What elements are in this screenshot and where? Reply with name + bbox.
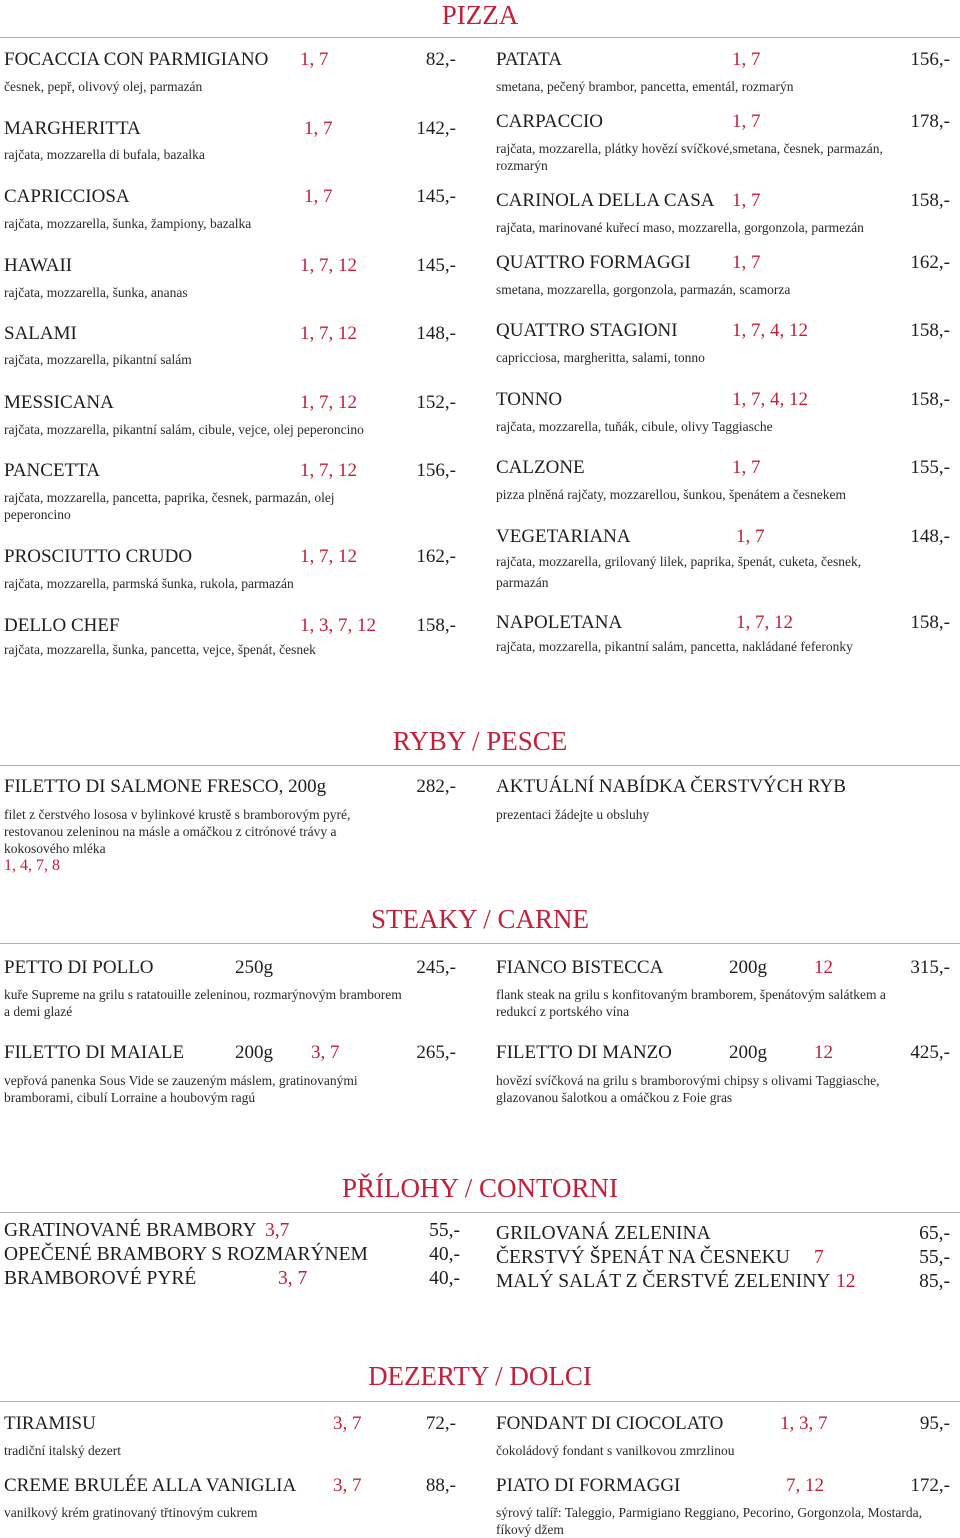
section-title-pizza: PIZZA [441, 0, 519, 30]
item-description: capricciosa, margheritta, salami, tonno [496, 350, 705, 365]
item-allergens: 3, 7 [311, 1042, 340, 1063]
item-price: 162,- [416, 546, 456, 567]
item-description: kuře Supreme na grilu s ratatouille zeleninou, rozmarýnovým bramborem a demi glazé [4, 987, 402, 1019]
item-price: 142,- [416, 118, 456, 139]
item-allergens: 1, 7 [300, 49, 329, 70]
item-description: rajčata, mozzarella, šunka, žampiony, bazalka [4, 216, 252, 231]
item-description: rajčata, mozzarella, pikantní salám [4, 352, 192, 367]
item-description: rajčata, mozzarella, šunka, pancetta, vejce, špenát, česnek [4, 642, 316, 657]
item-description: tradiční italský dezert [4, 1443, 121, 1458]
item-name: CARPACCIO [496, 111, 604, 132]
item-allergens: 1, 7 [736, 526, 765, 547]
item-price: 158,- [910, 320, 950, 341]
item-description: rajčata, marinované kuřecí maso, mozzarella, gorgonzola, parmezán [496, 220, 864, 235]
item-allergens: 1, 7, 4, 12 [732, 320, 808, 341]
item-name: VEGETARIANA [496, 526, 631, 547]
item-name: CAPRICCIOSA [4, 186, 130, 207]
item-price: 88,- [425, 1475, 456, 1496]
item-allergens: 12 [814, 957, 833, 978]
item-price: 158,- [416, 615, 456, 636]
item-name: GRILOVANÁ ZELENINA [496, 1223, 711, 1244]
item-name: AKTUÁLNÍ NABÍDKA ČERSTVÝCH RYB [496, 776, 846, 797]
item-description: vepřová panenka Sous Vide se zauzeným máslem, gratinovanými bramborami, cibulí Lorraine a houbovým ragú [4, 1073, 358, 1105]
item-allergens: 1, 7, 12 [300, 323, 357, 344]
item-allergens: 7, 12 [786, 1475, 824, 1496]
item-weight: 250g [235, 957, 273, 978]
item-description: prezentaci žádejte u obsluhy [496, 807, 650, 822]
section-title-dezerty: DEZERTY / DOLCI [368, 1361, 592, 1391]
section-title-steaky: STEAKY / CARNE [370, 904, 589, 934]
item-allergens: 1, 7, 12 [300, 392, 357, 413]
item-allergens: 3, 7 [278, 1268, 308, 1289]
item-price: 245,- [416, 957, 456, 978]
item-allergens: 1, 7, 4, 12 [732, 389, 808, 410]
item-description: filet z čerstvého lososa v bylinkové krustě s bramborovým pyré, restovanou zeleninou na másle a omáčkou z citrónové trávy a kokosového mléka [4, 807, 351, 856]
item-name: QUATTRO FORMAGGI [496, 252, 691, 273]
section-title-prilohy: PŘÍLOHY / CONTORNI [341, 1173, 618, 1203]
item-description: hovězí svíčková na grilu s bramborovými chipsy s olivami Taggiasche, glazovanou šalotkou a omáčkou z Foie gras [496, 1073, 880, 1105]
item-name: TIRAMISU [4, 1413, 96, 1434]
item-name: CREME BRULÉE ALLA VANIGLIA [4, 1475, 297, 1496]
item-description: rajčata, mozzarella, parmská šunka, rukola, parmazán [4, 576, 294, 591]
item-price: 55,- [919, 1247, 950, 1268]
section-title-ryby: RYBY / PESCE [392, 726, 568, 756]
item-price: 158,- [910, 389, 950, 410]
item-description: flank steak na grilu s konfitovaným bramborem, špenátovým salátkem a redukcí z portského vína [496, 987, 886, 1019]
item-price: 156,- [416, 460, 456, 481]
item-price: 155,- [910, 457, 950, 478]
item-description: rajčata, mozzarella, grilovaný lilek, paprika, špenát, cuketa, česnek, parmazán [496, 554, 862, 590]
item-name: ČERSTVÝ ŠPENÁT NA ČESNEKU [496, 1247, 790, 1268]
item-name: PROSCIUTTO CRUDO [4, 546, 193, 567]
item-name: HAWAII [4, 255, 73, 276]
item-allergens: 1, 7 [304, 118, 333, 139]
item-name: GRATINOVANÉ BRAMBORY [4, 1220, 257, 1241]
item-name: BRAMBOROVÉ PYRÉ [4, 1268, 197, 1289]
item-price: 282,- [416, 776, 456, 797]
item-price: 315,- [910, 957, 950, 978]
item-name: MESSICANA [4, 392, 114, 413]
item-name: FILETTO DI MAIALE [4, 1042, 185, 1063]
item-allergens: 1, 7 [304, 186, 333, 207]
item-price: 158,- [910, 612, 950, 633]
item-allergens: 3,7 [265, 1220, 290, 1241]
item-price: 40,- [429, 1244, 460, 1265]
item-name: MALÝ SALÁT Z ČERSTVÉ ZELENINY [496, 1271, 831, 1292]
item-price: 158,- [910, 190, 950, 211]
item-allergens: 12 [814, 1042, 833, 1063]
item-description: čokoládový fondant s vanilkovou zmrzlinou [496, 1443, 735, 1458]
item-name: CALZONE [496, 457, 585, 478]
item-name: QUATTRO STAGIONI [496, 320, 678, 341]
item-allergens: 1, 7 [732, 190, 761, 211]
divider [0, 1212, 960, 1213]
item-description: smetana, mozzarella, gorgonzola, parmazán, scamorza [496, 282, 791, 297]
item-price: 55,- [429, 1220, 460, 1241]
item-price: 72,- [425, 1413, 456, 1434]
item-name: SALAMI [4, 323, 77, 344]
item-name: FOCACCIA CON PARMIGIANO [4, 49, 269, 70]
item-description: rajčata, mozzarella, plátky hovězí svíčkové,smetana, česnek, parmazán, rozmarýn [496, 141, 883, 173]
item-weight: 200g [729, 957, 767, 978]
item-price: 156,- [910, 49, 950, 70]
item-weight: 200g [729, 1042, 767, 1063]
item-name: PANCETTA [4, 460, 100, 481]
item-description: rajčata, mozzarella di bufala, bazalka [4, 147, 205, 162]
item-name: FONDANT DI CIOCOLATO [496, 1413, 724, 1434]
item-price: 145,- [416, 186, 456, 207]
item-allergens: 1, 4, 7, 8 [4, 857, 60, 874]
item-allergens: 1, 7, 12 [300, 460, 357, 481]
item-name: DELLO CHEF [4, 615, 120, 636]
item-description: rajčata, mozzarella, pikantní salám, pancetta, nakládané feferonky [496, 639, 853, 654]
divider [0, 37, 960, 38]
item-allergens: 3, 7 [333, 1413, 362, 1434]
item-price: 148,- [416, 323, 456, 344]
item-description: rajčata, mozzarella, tuňák, cibule, olivy Taggiasche [496, 419, 773, 434]
item-description: česnek, pepř, olivový olej, parmazán [4, 79, 203, 94]
item-description: vanilkový krém gratinovaný třtinovým cukrem [4, 1505, 258, 1520]
item-name: FILETTO DI SALMONE FRESCO, 200g [4, 776, 327, 797]
item-allergens: 1, 7, 12 [300, 546, 357, 567]
item-price: 148,- [910, 526, 950, 547]
item-price: 82,- [425, 49, 456, 70]
divider [0, 765, 960, 766]
item-price: 178,- [910, 111, 950, 132]
item-description: sýrový talíř: Taleggio, Parmigiano Reggiano, Pecorino, Gorgonzola, Mostarda, fíkový džem [496, 1505, 922, 1537]
item-name: PATATA [496, 49, 562, 70]
item-allergens: 1, 7 [732, 111, 761, 132]
item-description: rajčata, mozzarella, šunka, ananas [4, 285, 188, 300]
item-price: 95,- [919, 1413, 950, 1434]
item-name: NAPOLETANA [496, 612, 623, 633]
item-name: FIANCO BISTECCA [496, 957, 664, 978]
item-description: smetana, pečený brambor, pancetta, ementál, rozmarýn [496, 79, 794, 94]
item-description: rajčata, mozzarella, pancetta, paprika, česnek, parmazán, olej peperoncino [4, 490, 335, 522]
item-name: PIATO DI FORMAGGI [496, 1475, 681, 1496]
item-allergens: 7 [814, 1247, 824, 1268]
item-name: MARGHERITTA [4, 118, 141, 139]
item-name: CARINOLA DELLA CASA [496, 190, 715, 211]
item-allergens: 1, 7, 12 [300, 255, 357, 276]
item-allergens: 1, 7 [732, 49, 761, 70]
item-price: 85,- [919, 1271, 950, 1292]
item-price: 65,- [919, 1223, 950, 1244]
item-allergens: 1, 3, 7 [780, 1413, 828, 1434]
item-description: rajčata, mozzarella, pikantní salám, cibule, vejce, olej peperoncino [4, 422, 364, 437]
item-price: 40,- [429, 1268, 460, 1289]
item-name: TONNO [496, 389, 563, 410]
item-price: 265,- [416, 1042, 456, 1063]
item-name: PETTO DI POLLO [4, 957, 154, 978]
item-allergens: 1, 7, 12 [736, 612, 793, 633]
item-allergens: 3, 7 [333, 1475, 362, 1496]
item-price: 162,- [910, 252, 950, 273]
item-allergens: 1, 3, 7, 12 [300, 615, 376, 636]
divider [0, 943, 960, 944]
item-description: pizza plněná rajčaty, mozzarellou, šunkou, špenátem a česnekem [496, 487, 846, 502]
item-weight: 200g [235, 1042, 273, 1063]
item-price: 152,- [416, 392, 456, 413]
divider [0, 1401, 960, 1402]
item-name: FILETTO DI MANZO [496, 1042, 672, 1063]
item-price: 172,- [910, 1475, 950, 1496]
item-allergens: 1, 7 [732, 252, 761, 273]
item-price: 425,- [910, 1042, 950, 1063]
item-name: OPEČENÉ BRAMBORY S ROZMARÝNEM [4, 1244, 368, 1265]
item-allergens: 1, 7 [732, 457, 761, 478]
item-price: 145,- [416, 255, 456, 276]
item-allergens: 12 [836, 1271, 856, 1292]
